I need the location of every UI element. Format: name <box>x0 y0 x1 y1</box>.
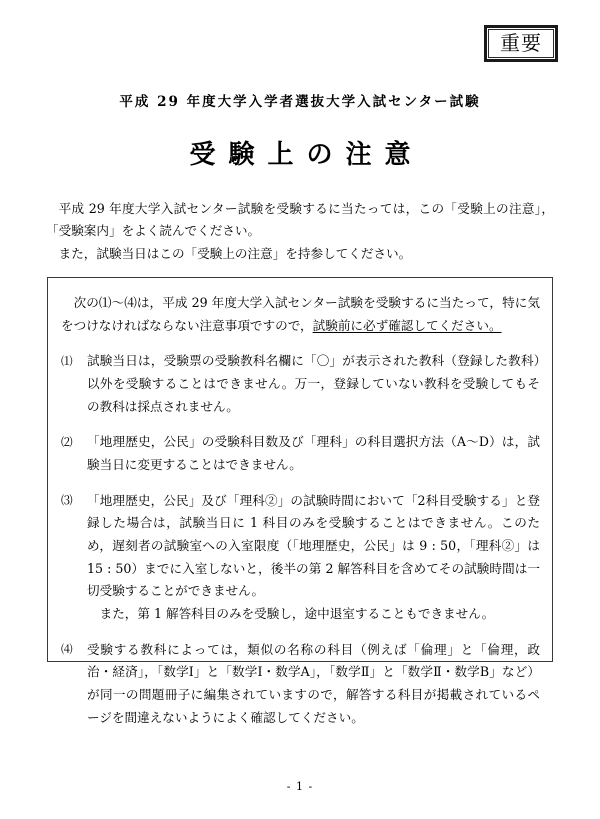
notice-item-body <box>87 639 540 730</box>
document-subtitle: 平成 29 年度大学入学者選抜大学入試センター試験 <box>119 94 481 110</box>
notice-item-text: 試験当日は，受験票の受験教科名欄に「〇」が表示された教科（登録した教科）以外を受験することはできません。万一，登録していない教科を受験してもその教科は採点されません。 <box>87 353 540 414</box>
notice-heading-text: 次の⑴～⑷は，平成 29 年度大学入試センター試験を受験するに当たって，特に気をつけなければならない注意事項ですので， <box>61 295 540 333</box>
notice-item <box>61 639 540 730</box>
notice-item-body <box>87 350 540 418</box>
notice-item-number: ⑷ <box>61 642 73 657</box>
important-stamp <box>484 25 558 62</box>
important-stamp-label: 重要 <box>500 31 542 55</box>
page-footer: - 1 - <box>286 780 314 793</box>
notice-item-body <box>87 490 540 626</box>
notice-box-heading <box>61 292 540 337</box>
notice-box <box>47 277 553 725</box>
page-title: 受験上の注意 <box>189 140 424 170</box>
intro-section <box>46 198 554 265</box>
notice-item-number: ⑵ <box>61 434 73 449</box>
notice-box-content <box>48 278 552 729</box>
notice-item-text: 「地理歴史，公民」及び「理科②」の試験時間において「2科目受験する」と登録した場合は，試験当日に 1 科目のみを受験することはできません。このため，遅刻者の試験室への入室限度（「地理歴史，公民」は 9 : 50，「理科②」は 15 : 50）までに入室しないと，後半の第 2 解答科目を含めてその試験時間は一切受験することができません。 <box>87 492 540 599</box>
important-stamp-inner-border <box>488 29 554 58</box>
intro-paragraph-1: 平成 29 年度大学入試センター試験を受験するに当たっては，この「受験上の注意」，「受験案内」をよく読んでください。 <box>46 201 554 239</box>
notice-item-text: 受験する教科によっては，類似の名称の科目（例えば「倫理」と「倫理，政治・経済」，「数学Ⅰ」と「数学Ⅰ・数学A」，「数学Ⅱ」と「数学Ⅱ・数学B」など）が同一の問題冊子に編集されていますので，解答する科目が掲載されているページを間違えないようによく確認してください。 <box>87 641 540 725</box>
notice-item-body <box>87 431 540 476</box>
notice-item-number: ⑶ <box>61 493 73 508</box>
notice-item-subtext: また，第 1 解答科目のみを受験し，途中退室することもできません。 <box>99 605 495 621</box>
notice-item <box>61 350 540 418</box>
important-stamp-border <box>484 25 558 62</box>
notice-item <box>61 431 540 476</box>
notice-item <box>61 490 540 626</box>
notice-item-number: ⑴ <box>61 353 73 368</box>
notice-item-text: 「地理歴史，公民」の受験科目数及び「理科」の科目選択方法（A～D）は，試験当日に変更することはできません。 <box>87 434 540 472</box>
intro-paragraph-2: また，試験当日はこの「受験上の注意」を持参してください。 <box>58 245 412 261</box>
notice-heading-underlined-text: 試験前に必ず確認してください。 <box>312 317 502 333</box>
